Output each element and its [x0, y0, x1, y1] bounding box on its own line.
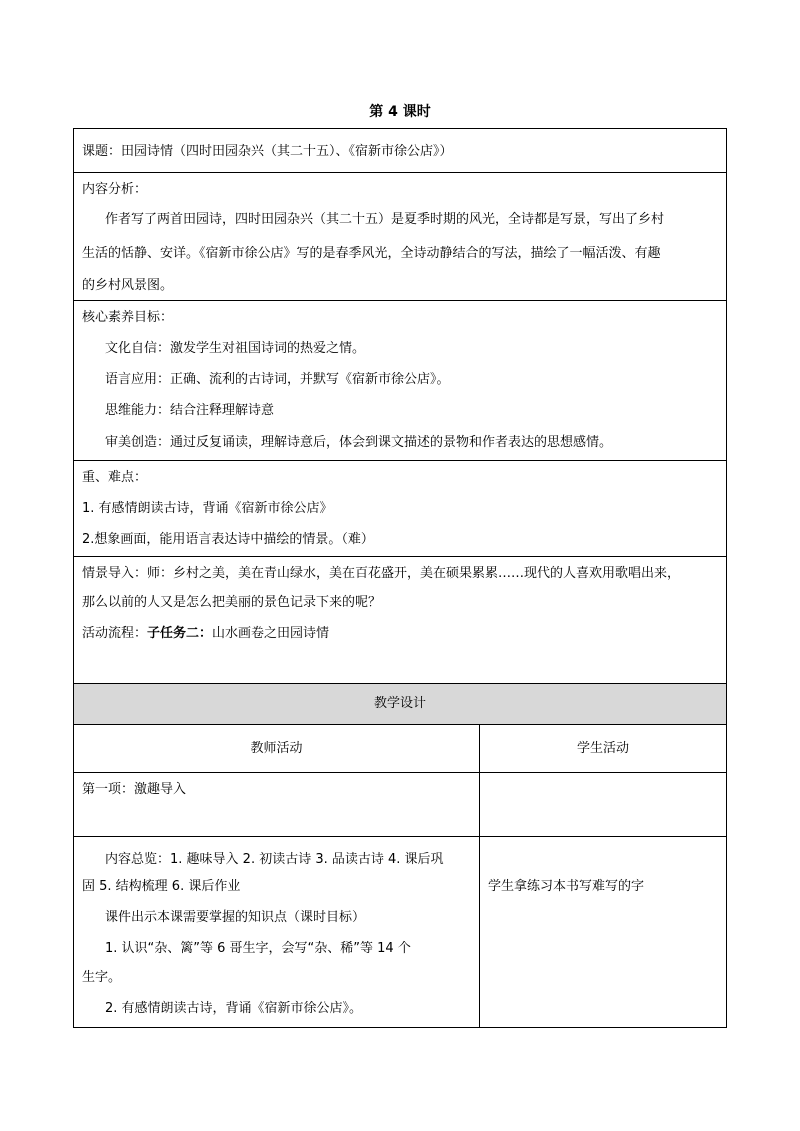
content-overview-teacher-cell: [74, 837, 480, 1027]
design-header-row: [73, 684, 727, 725]
content-overview-student-cell: [480, 837, 726, 1027]
core-goal-item: 思维能力：结合注释理解诗意: [105, 403, 275, 418]
activity-flow: [82, 625, 718, 643]
design-column-headers: [73, 725, 727, 773]
key-points-heading: 重、难点：: [82, 470, 148, 485]
content-overview-row: [73, 837, 727, 1028]
core-goals-row: [73, 301, 727, 461]
core-goal-item: 文化自信：激发学生对祖国诗词的热爱之情。: [105, 341, 366, 356]
activity-flow-label: 活动流程：: [82, 626, 148, 641]
key-point-item: 2.想象画面，能用语言表达诗中描绘的情景。（难）: [82, 532, 374, 547]
student-activity: 学生拿练习本书写难写的字: [488, 879, 645, 894]
overview-line: 1. 认识“杂、篱”等 6 哥生字，会写“杂、稀”等 14 个: [105, 941, 411, 956]
overview-line: 生字。: [82, 970, 122, 985]
step1-teacher-cell: [74, 773, 480, 836]
activity-flow-subtask: 子任务二：: [147, 626, 213, 641]
content-analysis-heading: 内容分析：: [82, 182, 148, 197]
overview-line: 内容总览：1. 趣味导入 2. 初读古诗 3. 品读古诗 4. 课后巩: [105, 852, 444, 867]
overview-line: 2. 有感情朗读古诗，背诵《宿新市徐公店》。: [105, 1001, 363, 1016]
intro-line: 情景导入：师：乡村之美，美在青山绿水，美在百花盛开，美在硕果累累……现代的人喜欢用歌唱出来，: [82, 566, 681, 581]
teacher-col-header: 教师活动: [250, 741, 303, 756]
intro-row: [73, 557, 727, 684]
student-col-header-cell: [480, 725, 726, 772]
content-analysis-line: 的乡村风景图。: [82, 278, 174, 293]
lesson-plan-table: [73, 128, 727, 1028]
intro-line: 那么以前的人又是怎么把美丽的景色记录下来的呢？: [82, 595, 382, 610]
student-col-header: 学生活动: [576, 741, 629, 756]
lesson-topic-row: [73, 128, 727, 173]
content-analysis-row: [73, 173, 727, 301]
core-goal-item: 审美创造：通过反复诵读，理解诗意后，体会到课文描述的景物和作者表达的思想感情。: [105, 435, 613, 450]
key-points-row: [73, 461, 727, 557]
design-header: 教学设计: [373, 696, 426, 711]
step1-title: 第一项：激趣导入: [82, 782, 187, 797]
step1-student-cell: [480, 773, 726, 836]
core-goals-heading: 核心素养目标：: [82, 310, 174, 325]
activity-flow-title: 山水画卷之田园诗情: [212, 626, 330, 641]
content-analysis-line: 生活的恬静、安详。《宿新市徐公店》写的是春季风光，全诗动静结合的写法，描绘了一幅活泼、有趣: [82, 246, 661, 261]
teacher-col-header-cell: [74, 725, 480, 772]
lesson-topic: 课题：田园诗情（四时田园杂兴（其二十五）、《宿新市徐公店》）: [82, 144, 453, 159]
overview-line: 固 5. 结构梳理 6. 课后作业: [82, 879, 241, 894]
step1-row: [73, 773, 727, 837]
overview-line: 课件出示本课需要掌握的知识点（课时目标）: [105, 910, 366, 925]
core-goal-item: 语言应用：正确、流利的古诗词，并默写《宿新市徐公店》。: [105, 372, 450, 387]
key-point-item: 1. 有感情朗读古诗，背诵《宿新市徐公店》: [82, 501, 333, 516]
page-title: 第 4 课时: [369, 104, 431, 120]
content-analysis-line: 作者写了两首田园诗，四时田园杂兴（其二十五）是夏季时期的风光，全诗都是写景，写出了乡村: [105, 212, 665, 227]
